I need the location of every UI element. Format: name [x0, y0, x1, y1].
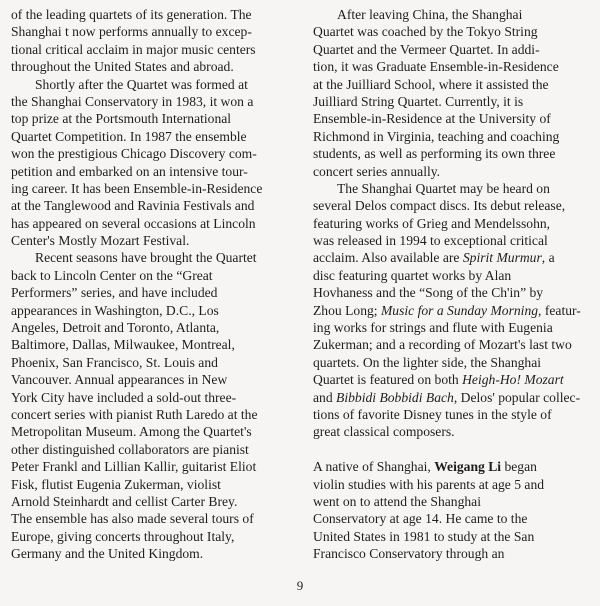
text-line: concert series with pianist Ruth Laredo at the: [11, 406, 258, 422]
text-line: Quartet is featured on both Heigh-Ho! Mozart: [313, 372, 564, 388]
text-line: Germany and the United Kingdom.: [11, 546, 204, 562]
text-line: concert series annually.: [313, 163, 441, 179]
text-line: Angeles, Detroit and Toronto, Atlanta,: [11, 320, 220, 336]
text-line: throughout the United States and abroad.: [11, 59, 234, 75]
text-line: ing career. It has been Ensemble-in-Residence: [11, 180, 263, 196]
text-line: Ensemble-in-Residence at the University of: [313, 111, 551, 127]
text-line: After leaving China, the Shanghai: [337, 7, 523, 22]
text-line: students, as well as performing its own three: [313, 146, 556, 162]
text-line: the Shanghai Conservatory in 1983, it won a: [11, 93, 254, 109]
text-line: other distinguished collaborators are pianist: [11, 441, 249, 457]
text-line: was released in 1994 to exceptional critical: [313, 233, 548, 249]
text-line: Baltimore, Dallas, Milwaukee, Montreal,: [11, 337, 235, 353]
text-line: Metropolitan Museum. Among the Quartet's: [11, 424, 252, 440]
text-line: went on to attend the Shanghai: [313, 493, 481, 509]
text-line: Peter Frankl and Lillian Kallir, guitarist Eliot: [11, 459, 257, 475]
text-line: back to Lincoln Center on the “Great: [11, 267, 213, 283]
text-line: Shortly after the Quartet was formed at: [35, 76, 248, 92]
text-line: The Shanghai Quartet may be heard on: [337, 180, 550, 196]
text-line: disc featuring quartet works by Alan: [313, 267, 512, 283]
text-line: York City have included a sold-out three-: [11, 389, 237, 405]
text-line: acclaim. Also available are Spirit Murmur, a: [313, 250, 555, 266]
paragraph-gap: [313, 441, 595, 458]
text-line: Vancouver. Annual appearances in New: [11, 372, 228, 388]
text-line: petition and embarked on an intensive tour-: [11, 163, 248, 179]
text-line: United States in 1981 to study at the San: [313, 528, 535, 544]
text-line: of the leading quartets of its generation. The: [11, 7, 252, 22]
text-line: featuring works of Grieg and Mendelssohn,: [313, 215, 551, 231]
text-line: Conservatory at age 14. He came to the: [313, 511, 528, 527]
text-line: appearances in Washington, D.C., Los: [11, 302, 219, 318]
text-line: tions of favorite Disney tunes in the style of: [313, 406, 552, 422]
text-line: top prize at the Portsmouth International: [11, 111, 232, 127]
text-line: and Bibbidi Bobbidi Bach, Delos' popular collec-: [313, 389, 581, 405]
text-line: at the Juilliard School, where it assisted the: [313, 76, 549, 92]
text-line: tion, it was Graduate Ensemble-in-Residence: [313, 59, 559, 75]
text-line: Arnold Steinhardt and cellist Carter Brey.: [11, 493, 238, 509]
text-line: quartets. On the lighter side, the Shanghai: [313, 354, 542, 370]
text-line: Quartet was coached by the Tokyo String: [313, 24, 538, 40]
page-number: 9: [296, 578, 304, 593]
right-column: [313, 6, 595, 563]
text-line: Phoenix, San Francisco, St. Louis and: [11, 354, 218, 370]
text-line: Quartet Competition. In 1987 the ensemble: [11, 128, 247, 144]
text-line: several Delos compact discs. Its debut release,: [313, 198, 566, 214]
text-line: Zhou Long; Music for a Sunday Morning, featur-: [313, 302, 581, 318]
text-line: Francisco Conservatory through an: [313, 546, 505, 562]
text-line: has appeared on several occasions at Lincoln: [11, 215, 256, 231]
text-line: Hovhaness and the “Song of the Ch'in” by: [313, 285, 544, 301]
text-line: won the prestigious Chicago Discovery com-: [11, 146, 257, 162]
text-line: ing works for strings and flute with Eugenia: [313, 320, 553, 336]
text-line: Juilliard String Quartet. Currently, it is: [313, 93, 524, 109]
text-line: Fisk, flutist Eugenia Zukerman, violist: [11, 476, 221, 492]
text-line: Center's Mostly Mozart Festival.: [11, 233, 190, 249]
text-line: Recent seasons have brought the Quartet: [35, 250, 257, 266]
text-line: Performers” series, and have included: [11, 285, 218, 301]
text-line: at the Tanglewood and Ravinia Festivals and: [11, 198, 255, 214]
text-line: Shanghai t now performs annually to excep-: [11, 24, 252, 40]
text-line: violin studies with his parents at age 5 and: [313, 476, 545, 492]
text-line: Europe, giving concerts throughout Italy,: [11, 528, 235, 544]
text-line: Richmond in Virginia, teaching and coaching: [313, 128, 560, 144]
text-line: great classical composers.: [313, 424, 455, 440]
text-line: tional critical acclaim in major music centers: [11, 41, 256, 57]
text-line: Quartet and the Vermeer Quartet. In addi-: [313, 41, 540, 57]
text-line: A native of Shanghai, Weigang Li began: [313, 459, 537, 475]
text-line: The ensemble has also made several tours of: [11, 511, 254, 527]
text-line: Zukerman; and a recording of Mozart's last two: [313, 337, 572, 353]
left-column: [11, 6, 301, 563]
